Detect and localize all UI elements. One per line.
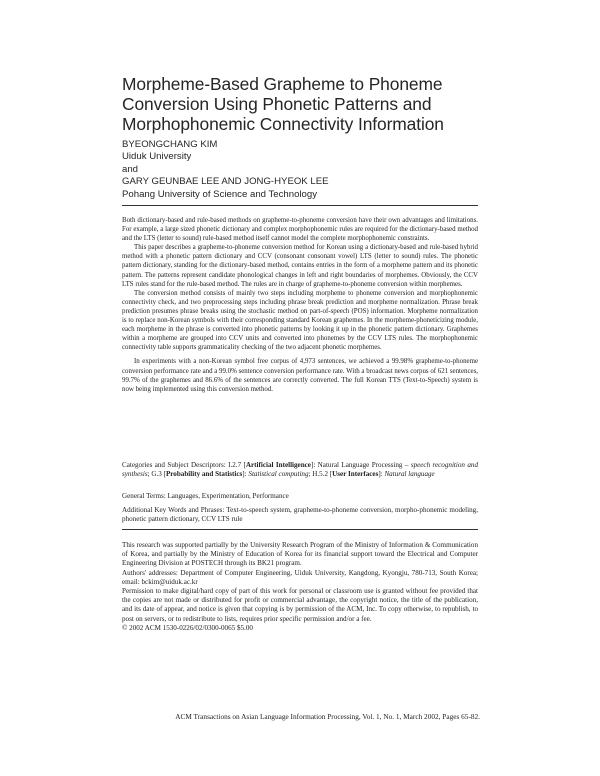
category-ai: Artificial Intelligence [245,461,311,469]
category-ui-topics: Natural language [384,470,435,479]
funding-note: This research was supported partially by the University Research Program of the Ministry of Information & Communication of Korea, and partially by the Ministry of Education of Korea for its financial support toward the Electrical and Computer Engineering Division at POSTECH through its BK21 program. [122,541,478,568]
copyright-line: © 2002 ACM 1530-0226/02/0300-0065 $5.00 [122,623,253,632]
category-probability: Probability and Statistics [165,470,243,479]
category-h52: ; H.5.2 [ [308,470,333,479]
categories-prefix: Categories and Subject Descriptors: I.2.7 [ [122,461,246,469]
additional-keywords: Additional Key Words and Phrases: Text-to-speech system, grapheme-to-phoneme conversion, morpho-phonemic modeling, phonetic pattern dictionary, CCV LTS rule [122,506,478,524]
author-name-1: BYEONGCHANG KIM [122,139,218,150]
general-terms: General Terms: Languages, Experimentation, Performance [122,492,289,500]
category-nlp: ]: Natural Language Processing – [310,461,411,469]
category-g3: ; G.3 [ [147,470,166,479]
abstract-paragraph-1: Both dictionary-based and rule-based methods on grapheme-to-phoneme conversion have their own advantages and limitations. For example, a large sized phonetic dictionary and complex morphophonemic rules are required for the dictionary-based method and the LTS (letter to sound) rule-based method itself cannot model the complete morphophonemic constraints. [122,217,478,243]
paper-title [122,74,502,134]
title-line-1: Morpheme-Based Grapheme to Phoneme [122,74,443,94]
permission-notice: Permission to make digital/hard copy of part of this work for personal or classroom use is granted without fee provided that the copies are not made or distributed for profit or commercial advantage, the copyright notice, the title of the publication, and its date of appear, and notice is given that copying is by permission of the ACM, Inc. To copy otherwise, to republish, to post on servers, or to redistribute to lists, requires prior specific permission and/or a fee. [122,587,478,623]
category-nlp-topics: speech recognition and synthesis [122,461,478,479]
category-stat-topics: Statistical computing [248,470,309,479]
author-conjunction: and [122,163,139,175]
authors-addresses: Authors' addresses: Department of Computer Engineering, Uiduk University, Kangdong, Kyongju, 780-713, South Korea; email: bckim@uiduk.ac.kr [122,568,478,586]
abstract-paragraph-3: The conversion method consists of mainly two steps including morpheme to phoneme conversion and morphophonemic connectivity check, and two preprocessing steps including phrase break prediction and morpheme normalization. Phrase break prediction presumes phrase breaks using the stochastic method on part-of-speech (POS) information. Morpheme normalization is to replace non-Korean symbols with their corresponding standard Korean graphemes. In the morpheme-phoneticizing module, each morpheme in the phrase is converted into phonetic patterns by looking it up in the phonetic pattern dictionary. Graphemes within a morpheme are grouped into CCV units and converted into phonemes by the CCV LTS rules. The morphophonemic connectivity table supports grammaticality checking of the two adjacent phonetic morphemes. [122,289,478,352]
footnote-rule [122,529,478,530]
category-ui: User Interfaces [332,470,379,479]
category-ui-sep: ]: [378,470,385,479]
title-line-3: Morphophonemic Connectivity Information [122,114,444,134]
category-stat-sep: ]: [242,470,249,479]
categories-descriptors [122,461,478,479]
abstract [122,216,478,394]
journal-citation: ACM Transactions on Asian Language Information Processing, Vol. 1, No. 1, March 2002, Pages 65-82. [175,712,480,721]
footnotes [122,541,478,633]
author-name-2: GARY GEUNBAE LEE AND JONG-HYEOK LEE [122,176,329,188]
title-line-2: Conversion Using Phonetic Patterns and [122,94,432,114]
header-rule [122,205,478,206]
abstract-paragraph-4: In experiments with a non-Korean symbol free corpus of 4,973 sentences, we achieved a 99.98% grapheme-to-phoneme conversion performance rate and a 99.0% sentence conversion performance rate. With a broadcast news corpus of 621 sentences, 99.7% of the graphemes and 86.6% of the sentences are correctly converted. The full Korean TTS (Text-to-Speech) system is now being implemented using this conversion method. [122,358,478,393]
author-block [122,139,329,201]
author-affiliation-2: Pohang University of Science and Technology [122,188,318,200]
abstract-paragraph-2: This paper describes a grapheme-to-phoneme conversion method for Korean using a dictionary-based and rule-based hybrid method with a phonetic pattern dictionary and CCV (consonant consonant vowel) LTS (letter to sound) rules. The phonetic pattern dictionary, standing for the dictionary-based method, contains entries in the form of a morpheme pattern and its phonetic pattern. The patterns represent candidate phonological changes in left and right boundaries of morphemes. Obviously, the CCV LTS rules stand for the rule-based method. The rules are in charge of grapheme-to-phoneme conversion within morphemes. [122,244,478,288]
author-affiliation-1: Uiduk University [122,151,192,163]
